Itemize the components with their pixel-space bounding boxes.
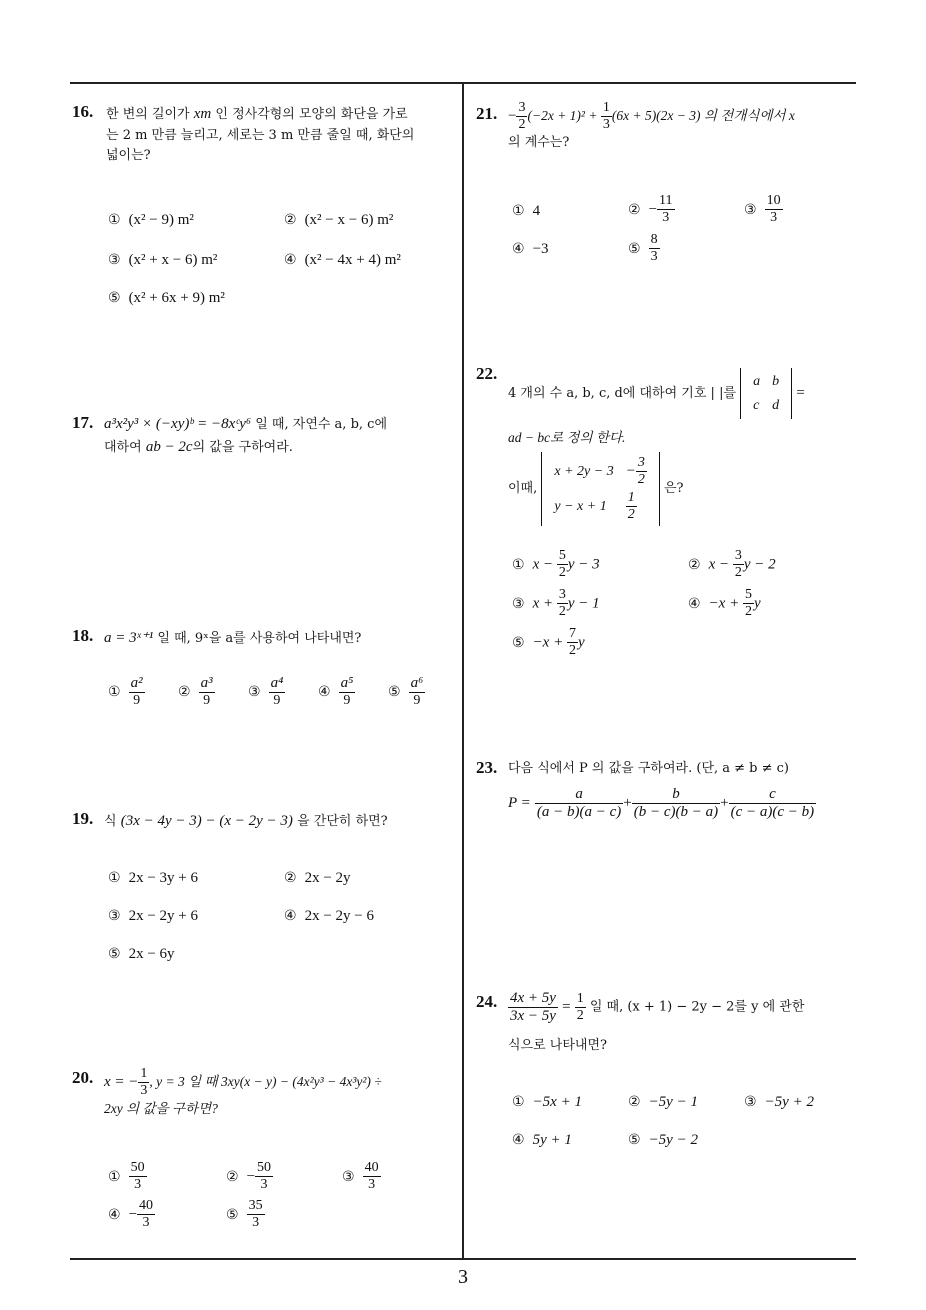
option-4[interactable] — [688, 587, 761, 620]
question-number: 24. — [476, 992, 498, 1011]
text-line: 2xy 의 값을 구하면? — [104, 1101, 218, 1117]
fraction — [516, 100, 527, 133]
numerator: a⁵ — [339, 675, 356, 693]
denominator: 3 — [602, 117, 610, 133]
expression: (6x + 5)(2x − 3) 의 전개식에서 x — [611, 108, 795, 124]
text-part: 의 값을 구하여라. — [192, 440, 293, 456]
numerator: 50 — [129, 1160, 147, 1177]
question-line-2 — [508, 428, 625, 449]
formula — [508, 786, 816, 822]
question-text — [104, 627, 460, 650]
det-entry: d — [772, 397, 780, 413]
expression: ab − 2c — [145, 439, 193, 456]
option-4[interactable] — [318, 675, 355, 709]
question-text — [104, 413, 460, 460]
denominator: 2 — [518, 117, 526, 133]
option-marker: ⑤ — [108, 290, 121, 306]
expr-part: x − — [708, 556, 733, 573]
option-3[interactable] — [744, 193, 783, 226]
determinant-symbol — [740, 368, 792, 419]
denominator: 3 — [650, 249, 658, 265]
fraction — [247, 1198, 265, 1231]
fraction — [632, 786, 720, 822]
option-text: −5y − 1 — [648, 1094, 698, 1110]
text-part: 일 때, 자연수 a, b, c에 — [251, 417, 388, 432]
question-number: 23. — [476, 758, 498, 777]
option-text: (x² − x − 6) m² — [304, 212, 394, 228]
option-marker: ① — [512, 203, 525, 219]
numerator: 8 — [649, 232, 660, 249]
fraction — [535, 786, 623, 822]
numerator: 1 — [626, 490, 637, 507]
expression: (3x − 4y − 3) − (x − 2y − 3) — [120, 813, 293, 829]
denominator: 9 — [343, 693, 351, 709]
numerator: 1 — [601, 100, 612, 117]
expression: (−2x + 1)² + — [527, 108, 601, 124]
fraction — [409, 675, 426, 709]
option-text: 4 — [532, 203, 541, 219]
option-marker: ② — [178, 684, 191, 701]
option-marker: ④ — [512, 1132, 525, 1148]
option-1[interactable] — [108, 675, 145, 709]
option-1[interactable] — [108, 870, 198, 887]
option-3[interactable] — [108, 252, 217, 269]
option-5[interactable] — [512, 626, 585, 659]
expr-part: y — [577, 634, 585, 651]
denominator: (b − c)(b − a) — [633, 804, 719, 821]
denominator: 2 — [637, 472, 645, 488]
denominator: 9 — [133, 693, 141, 709]
option-5[interactable] — [108, 946, 175, 963]
question-number: 16. — [72, 102, 94, 121]
option-text: −5y + 2 — [764, 1094, 814, 1110]
expr-part: y — [753, 595, 761, 612]
question-text — [508, 759, 864, 779]
option-5[interactable] — [226, 1198, 265, 1231]
fraction — [138, 1066, 149, 1099]
fraction — [508, 990, 558, 1026]
fraction — [567, 626, 578, 659]
option-2[interactable] — [284, 870, 351, 887]
option-5[interactable] — [108, 290, 225, 307]
numerator: a² — [129, 675, 145, 693]
numerator: b — [632, 786, 720, 804]
question-text: − $\frac{3}{2}$ (−2x + 1)² + $\frac{1}{3}$ (6x + 5)(2x − 3) 의 전개식에서 x 의 계수는? — [508, 100, 795, 151]
text-line: 넓이는? — [106, 148, 151, 164]
numerator: 40 — [363, 1160, 381, 1177]
option-marker: ② — [284, 870, 297, 886]
option-2[interactable] — [178, 675, 215, 709]
option-5[interactable] — [628, 1132, 698, 1149]
question-line-1 — [508, 368, 864, 419]
question-number: 17. — [72, 413, 94, 432]
expr-part: y − 1 — [567, 595, 600, 612]
expr-part: y − 3 — [567, 556, 600, 573]
fraction — [636, 455, 647, 488]
equals: = — [796, 385, 805, 402]
question-number: 22. — [476, 364, 498, 383]
fraction — [657, 193, 674, 226]
text-part: 4 개의 수 a, b, c, d에 대하여 기호 | |를 — [508, 385, 737, 401]
det-entry: b — [772, 374, 780, 389]
option-4[interactable] — [284, 252, 401, 269]
option-1[interactable] — [512, 548, 600, 581]
text-part: 은? — [663, 481, 684, 497]
option-4[interactable] — [108, 1198, 155, 1231]
option-marker: ① — [512, 556, 525, 573]
determinant-expression — [541, 452, 659, 526]
question-number: 21. — [476, 104, 498, 123]
text-line: 의 계수는? — [508, 135, 570, 151]
option-marker: ② — [628, 201, 641, 218]
option-marker: ③ — [744, 201, 757, 218]
option-text: 2x − 2y — [304, 870, 351, 886]
denominator: (c − a)(c − b) — [730, 804, 815, 821]
denominator: 3x − 5y — [510, 1008, 556, 1025]
option-text: 2x − 6y — [128, 946, 175, 962]
numerator: 50 — [255, 1160, 273, 1177]
option-marker: ② — [688, 556, 701, 573]
fraction — [649, 232, 660, 265]
option-marker: ③ — [512, 595, 525, 612]
option-2[interactable] — [628, 193, 675, 226]
question-line-3 — [508, 452, 684, 526]
variable: xm — [193, 106, 212, 122]
question-text — [104, 1066, 460, 1120]
text-part: 한 변의 길이가 — [106, 107, 194, 122]
sign: − — [246, 1168, 256, 1185]
option-marker: ④ — [284, 908, 297, 924]
denominator: 3 — [134, 1177, 142, 1193]
option-2[interactable] — [688, 548, 776, 581]
option-marker: ③ — [342, 1168, 355, 1185]
text-part: 인 정사각형의 모양의 화단을 가로 — [211, 107, 408, 122]
denominator: 9 — [273, 693, 281, 709]
numerator: a⁴ — [269, 675, 286, 693]
expr-part: −x + — [708, 595, 743, 612]
numerator: 3 — [557, 587, 568, 604]
option-marker: ① — [512, 1094, 525, 1110]
fraction — [199, 675, 215, 709]
option-marker: ⑤ — [226, 1206, 239, 1223]
option-3[interactable] — [248, 675, 285, 709]
denominator: 2 — [558, 565, 566, 581]
fraction — [129, 1160, 147, 1193]
option-text: 2x − 3y + 6 — [128, 870, 198, 886]
denominator: 2 — [558, 604, 566, 620]
denominator: 2 — [568, 643, 576, 659]
option-1[interactable] — [108, 212, 194, 229]
option-text: 5y + 1 — [532, 1132, 572, 1148]
question-text — [508, 990, 864, 1026]
sign: − — [625, 462, 636, 479]
bottom-rule — [70, 1258, 856, 1260]
fraction — [269, 675, 286, 709]
numerator: 4x + 5y — [508, 990, 558, 1008]
option-4[interactable] — [284, 908, 374, 925]
plus: + — [623, 795, 632, 812]
numerator: 11 — [657, 193, 674, 210]
option-2[interactable] — [226, 1160, 273, 1193]
numerator: 3 — [636, 455, 647, 472]
option-marker: ⑤ — [628, 1132, 641, 1148]
option-text: (x² − 4x + 4) m² — [304, 252, 401, 268]
text-part: 일 때, (x + 1) − 2y − 2를 y 에 관한 — [585, 999, 805, 1015]
option-text: 2x − 2y − 6 — [304, 908, 374, 924]
numerator: a⁶ — [409, 675, 426, 693]
fraction — [601, 100, 612, 133]
page-number: 3 — [458, 1266, 468, 1288]
option-marker: ③ — [248, 684, 261, 701]
text-line: 다음 식에서 P 의 값을 구하여라. (단, a ≠ b ≠ c) — [508, 761, 790, 776]
det-entry: c — [753, 397, 760, 413]
option-2[interactable] — [628, 1094, 698, 1111]
numerator: 5 — [743, 587, 754, 604]
expr-part: x − — [532, 556, 557, 573]
equals: = — [562, 999, 571, 1016]
denominator: 3 — [770, 210, 778, 226]
denominator: 2 — [734, 565, 742, 581]
option-marker: ⑤ — [628, 240, 641, 257]
option-text: −3 — [532, 241, 549, 257]
fraction — [339, 675, 356, 709]
option-marker: ④ — [284, 252, 297, 268]
fraction — [729, 786, 817, 822]
text-part: 이때, — [508, 481, 538, 497]
expr-part: −x + — [532, 634, 567, 651]
option-5[interactable] — [628, 232, 660, 265]
lhs: P = — [508, 795, 531, 812]
numerator: 1 — [575, 991, 586, 1008]
numerator: 35 — [247, 1198, 265, 1215]
det-entry: x + 2y − 3 — [554, 463, 614, 479]
sign: − — [128, 1206, 138, 1223]
option-marker: ③ — [744, 1094, 757, 1110]
fraction — [733, 548, 744, 581]
denominator: 3 — [140, 1083, 148, 1099]
expression: , y = 3 일 때 3xy(x − y) − (4x²y³ − 4x³y²) ÷ — [149, 1074, 382, 1090]
option-3[interactable] — [108, 908, 198, 925]
option-marker: ④ — [688, 595, 701, 612]
option-marker: ② — [284, 212, 297, 228]
fraction — [363, 1160, 381, 1193]
numerator: 10 — [765, 193, 783, 210]
option-marker: ③ — [108, 908, 121, 924]
det-entry: y − x + 1 — [554, 498, 607, 514]
option-text: (x² − 9) m² — [128, 212, 194, 228]
option-marker: ② — [226, 1168, 239, 1185]
question-text — [104, 810, 460, 833]
option-marker: ⑤ — [512, 634, 525, 651]
text-line: ad − bc로 정의 한다. — [508, 430, 626, 445]
expression: x = − — [104, 1074, 139, 1091]
option-marker: ② — [628, 1094, 641, 1110]
question-number: 20. — [72, 1068, 94, 1087]
text-part: 일 때, 9ˣ을 a를 사용하여 나타내면? — [153, 631, 362, 646]
question-number: 19. — [72, 809, 94, 828]
expr-part: x + — [532, 595, 557, 612]
option-text: (x² + 6x + 9) m² — [128, 290, 225, 306]
text-line: 식으로 나타내면? — [508, 1038, 608, 1053]
fraction — [255, 1160, 273, 1193]
text-line: 는 2 m 만큼 늘리고, 세로는 3 m 만큼 줄일 때, 화단의 — [106, 128, 415, 144]
plus: + — [720, 795, 729, 812]
expression: a = 3ˣ⁺¹ — [104, 630, 154, 646]
denominator: 3 — [142, 1215, 150, 1231]
denominator: 9 — [203, 693, 211, 709]
fraction — [557, 548, 568, 581]
text-part: 을 간단히 하면? — [292, 814, 388, 829]
option-3[interactable] — [342, 1160, 381, 1193]
fraction — [765, 193, 783, 226]
denominator: 2 — [744, 604, 752, 620]
fraction — [743, 587, 754, 620]
expr-part: y − 2 — [743, 556, 776, 573]
numerator: 1 — [138, 1066, 149, 1083]
numerator: 7 — [567, 626, 578, 643]
numerator: 3 — [733, 548, 744, 565]
denominator: (a − b)(a − c) — [536, 804, 622, 821]
option-2[interactable] — [284, 212, 393, 229]
option-text: (x² + x − 6) m² — [128, 252, 218, 268]
column-divider — [462, 84, 464, 1259]
denominator: 3 — [260, 1177, 268, 1193]
fraction — [129, 675, 145, 709]
option-3[interactable] — [744, 1094, 814, 1111]
denominator: 3 — [368, 1177, 376, 1193]
option-1[interactable] — [512, 203, 540, 220]
option-text: −5y − 2 — [648, 1132, 698, 1148]
option-marker: ⑤ — [388, 684, 401, 701]
numerator: 3 — [516, 100, 527, 117]
question-text — [106, 103, 456, 167]
option-text: 2x − 2y + 6 — [128, 908, 198, 924]
fraction — [557, 587, 568, 620]
denominator: 9 — [413, 693, 421, 709]
expression: a³x²y³ × (−xy)ᵇ = −8xᶜy⁶ — [104, 416, 252, 432]
fraction — [626, 490, 637, 523]
numerator: a — [535, 786, 623, 804]
option-1[interactable] — [512, 1094, 582, 1111]
denominator: 3 — [662, 210, 670, 226]
option-text: −5x + 1 — [532, 1094, 582, 1110]
option-4[interactable] — [512, 1132, 572, 1149]
fraction — [137, 1198, 155, 1231]
option-marker: ① — [108, 212, 121, 228]
option-marker: ④ — [512, 241, 525, 257]
option-marker: ① — [108, 684, 121, 701]
denominator: 2 — [627, 507, 635, 523]
option-marker: ⑤ — [108, 946, 121, 962]
numerator: a³ — [199, 675, 215, 693]
option-3[interactable] — [512, 587, 600, 620]
numerator: 5 — [557, 548, 568, 565]
text-part: 대하여 — [104, 440, 146, 456]
numerator: 40 — [137, 1198, 155, 1215]
sign: − — [648, 201, 658, 218]
option-marker: ③ — [108, 252, 121, 268]
question-line-2 — [508, 1036, 607, 1056]
det-entry: a — [753, 374, 761, 389]
option-marker: ④ — [318, 684, 331, 701]
option-4[interactable] — [512, 241, 549, 258]
question-number: 18. — [72, 626, 94, 645]
option-5[interactable] — [388, 675, 425, 709]
text-part: 식 — [104, 814, 121, 829]
denominator: 2 — [576, 1008, 584, 1024]
denominator: 3 — [252, 1215, 260, 1231]
option-1[interactable] — [108, 1160, 147, 1193]
numerator: c — [729, 786, 817, 804]
option-marker: ④ — [108, 1206, 121, 1223]
fraction — [575, 991, 586, 1024]
option-marker: ① — [108, 1168, 121, 1185]
option-marker: ① — [108, 870, 121, 886]
